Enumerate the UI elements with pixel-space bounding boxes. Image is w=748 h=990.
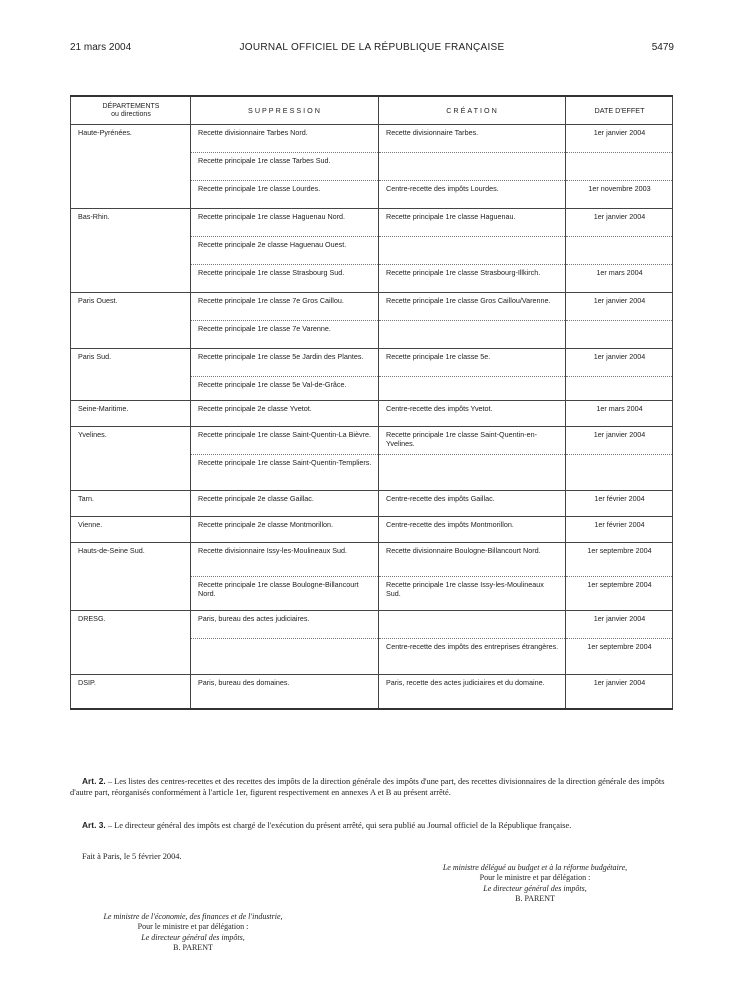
article-3-text: – Le directeur général des impôts est chargé de l'exécution du présent arrêté, qui sera publié au Journal officiel de la République française. xyxy=(105,821,572,830)
cell-creation xyxy=(379,237,566,265)
header-departements: DÉPARTEMENTS ou directions xyxy=(71,96,191,125)
cell-date-effet: 1er novembre 2003 xyxy=(566,181,673,209)
cell-creation: Recette divisionnaire Tarbes. xyxy=(379,125,566,153)
cell-date-effet: 1er janvier 2004 xyxy=(566,293,673,321)
cell-creation xyxy=(379,611,566,639)
table-row xyxy=(71,209,673,237)
cell-suppression: Recette principale 1re classe Lourdes. xyxy=(191,181,379,209)
cell-departement xyxy=(71,577,191,611)
header-date: 21 mars 2004 xyxy=(70,42,132,53)
cell-departement: Tarn. xyxy=(71,491,191,517)
page-number: 5479 xyxy=(651,42,674,53)
cell-date-effet: 1er janvier 2004 xyxy=(566,611,673,639)
article-2-label: Art. 2. xyxy=(82,776,106,786)
table-row xyxy=(71,265,673,293)
cell-departement: DSIP. xyxy=(71,675,191,709)
cell-date-effet: 1er janvier 2004 xyxy=(566,349,673,377)
cell-suppression: Recette principale 1re classe Saint-Quentin-La Bièvre. xyxy=(191,427,379,455)
cell-departement xyxy=(71,455,191,491)
cell-departement: Seine-Maritime. xyxy=(71,401,191,427)
cell-suppression: Recette principale 2e classe Montmorillon. xyxy=(191,517,379,543)
cell-departement xyxy=(71,237,191,265)
cell-departement: Paris Sud. xyxy=(71,349,191,377)
cell-date-effet xyxy=(566,377,673,401)
cell-date-effet xyxy=(566,321,673,349)
cell-date-effet: 1er février 2004 xyxy=(566,491,673,517)
header-title: JOURNAL OFFICIEL DE LA RÉPUBLIQUE FRANÇAISE xyxy=(239,42,505,53)
cell-date-effet: 1er septembre 2004 xyxy=(566,639,673,675)
cell-departement: Bas-Rhin. xyxy=(71,209,191,237)
cell-departement: Vienne. xyxy=(71,517,191,543)
cell-date-effet: 1er mars 2004 xyxy=(566,401,673,427)
cell-creation: Recette principale 1re classe Haguenau. xyxy=(379,209,566,237)
cell-date-effet: 1er janvier 2004 xyxy=(566,427,673,455)
cell-departement xyxy=(71,153,191,181)
cell-creation xyxy=(379,321,566,349)
cell-creation: Recette divisionnaire Boulogne-Billancourt Nord. xyxy=(379,543,566,577)
cell-suppression: Paris, bureau des domaines. xyxy=(191,675,379,709)
cell-creation: Centre-recette des impôts Montmorillon. xyxy=(379,517,566,543)
cell-suppression: Recette principale 1re classe 5e Jardin des Plantes. xyxy=(191,349,379,377)
cell-suppression: Recette divisionnaire Tarbes Nord. xyxy=(191,125,379,153)
cell-suppression: Recette divisionnaire Issy-les-Moulineaux Sud. xyxy=(191,543,379,577)
cell-suppression: Recette principale 1re classe 5e Val-de-Grâce. xyxy=(191,377,379,401)
article-2-text: – Les listes des centres-recettes et des recettes des impôts de la direction générale des impôts d'une part, des recettes divisionnaires de la direction générale des impôts d'autre part, réorganisés conformément à l'article 1er, figurent respectivement en annexes A et B au présent arrêté. xyxy=(70,777,665,797)
cell-suppression: Recette principale 2e classe Gaillac. xyxy=(191,491,379,517)
cell-suppression: Recette principale 1re classe Boulogne-Billancourt Nord. xyxy=(191,577,379,611)
table-row xyxy=(71,675,673,709)
cell-suppression: Recette principale 1re classe Haguenau Nord. xyxy=(191,209,379,237)
cell-date-effet: 1er septembre 2004 xyxy=(566,543,673,577)
cell-suppression: Paris, bureau des actes judiciaires. xyxy=(191,611,379,639)
cell-date-effet: 1er janvier 2004 xyxy=(566,125,673,153)
table-row xyxy=(71,543,673,577)
cell-creation: Centre-recette des impôts Lourdes. xyxy=(379,181,566,209)
cell-date-effet: 1er janvier 2004 xyxy=(566,209,673,237)
fait-a-paris: Fait à Paris, le 5 février 2004. xyxy=(82,852,182,861)
table-row xyxy=(71,349,673,377)
table-row xyxy=(71,125,673,153)
cell-suppression: Recette principale 2e classe Yvetot. xyxy=(191,401,379,427)
cell-date-effet xyxy=(566,153,673,181)
header-date-effet: DATE D'EFFET xyxy=(566,96,673,125)
header-creation: CRÉATION xyxy=(379,96,566,125)
table-row xyxy=(71,293,673,321)
cell-suppression xyxy=(191,639,379,675)
cell-date-effet: 1er septembre 2004 xyxy=(566,577,673,611)
cell-departement xyxy=(71,181,191,209)
cell-date-effet: 1er février 2004 xyxy=(566,517,673,543)
table-row xyxy=(71,321,673,349)
cell-creation: Recette principale 1re classe Strasbourg-Illkirch. xyxy=(379,265,566,293)
table-row xyxy=(71,491,673,517)
cell-departement: Haute-Pyrénées. xyxy=(71,125,191,153)
article-2 xyxy=(70,776,674,798)
cell-creation: Centre-recette des impôts des entreprises étrangères. xyxy=(379,639,566,675)
cell-creation: Recette principale 1re classe Gros Caillou/Varenne. xyxy=(379,293,566,321)
table-row xyxy=(71,153,673,181)
cell-departement xyxy=(71,639,191,675)
cell-departement: DRESG. xyxy=(71,611,191,639)
cell-suppression: Recette principale 1re classe 7e Gros Caillou. xyxy=(191,293,379,321)
cell-creation: Recette principale 1re classe 5e. xyxy=(379,349,566,377)
cell-creation: Centre-recette des impôts Gaillac. xyxy=(379,491,566,517)
cell-creation xyxy=(379,153,566,181)
table-row xyxy=(71,377,673,401)
reorganisation-table xyxy=(70,95,673,710)
cell-suppression: Recette principale 1re classe Strasbourg Sud. xyxy=(191,265,379,293)
cell-suppression: Recette principale 1re classe Saint-Quentin-Templiers. xyxy=(191,455,379,491)
cell-date-effet: 1er mars 2004 xyxy=(566,265,673,293)
table-row xyxy=(71,611,673,639)
cell-creation: Recette principale 1re classe Saint-Quentin-en-Yvelines. xyxy=(379,427,566,455)
cell-departement: Hauts-de-Seine Sud. xyxy=(71,543,191,577)
table-row xyxy=(71,577,673,611)
table-row xyxy=(71,237,673,265)
cell-creation: Centre-recette des impôts Yvetot. xyxy=(379,401,566,427)
cell-date-effet: 1er janvier 2004 xyxy=(566,675,673,709)
header-suppression: SUPPRESSION xyxy=(191,96,379,125)
cell-creation: Paris, recette des actes judiciaires et du domaine. xyxy=(379,675,566,709)
cell-suppression: Recette principale 1re classe Tarbes Sud. xyxy=(191,153,379,181)
cell-date-effet xyxy=(566,455,673,491)
cell-departement xyxy=(71,321,191,349)
signature-economie: Le ministre de l'économie, des finances et de l'industrie, Pour le ministre et par délégation : Le directeur général des impôts, B. PARENT xyxy=(103,912,283,953)
cell-creation xyxy=(379,377,566,401)
article-3-label: Art. 3. xyxy=(82,820,106,830)
table-row xyxy=(71,639,673,675)
table-row xyxy=(71,517,673,543)
table-body xyxy=(71,125,673,709)
cell-departement: Paris Ouest. xyxy=(71,293,191,321)
cell-creation: Recette principale 1re classe Issy-les-Moulineaux Sud. xyxy=(379,577,566,611)
cell-departement xyxy=(71,265,191,293)
signature-budget: Le ministre délégué au budget et à la réforme budgétaire, Pour le ministre et par délégation : Le directeur général des impôts, B. PARENT xyxy=(442,863,628,904)
table-row xyxy=(71,427,673,455)
table-row xyxy=(71,181,673,209)
table-row xyxy=(71,455,673,491)
cell-date-effet xyxy=(566,237,673,265)
cell-creation xyxy=(379,455,566,491)
table-row xyxy=(71,401,673,427)
article-3 xyxy=(70,820,674,832)
cell-suppression: Recette principale 1re classe 7e Varenne. xyxy=(191,321,379,349)
cell-departement: Yvelines. xyxy=(71,427,191,455)
cell-departement xyxy=(71,377,191,401)
cell-suppression: Recette principale 2e classe Haguenau Ouest. xyxy=(191,237,379,265)
